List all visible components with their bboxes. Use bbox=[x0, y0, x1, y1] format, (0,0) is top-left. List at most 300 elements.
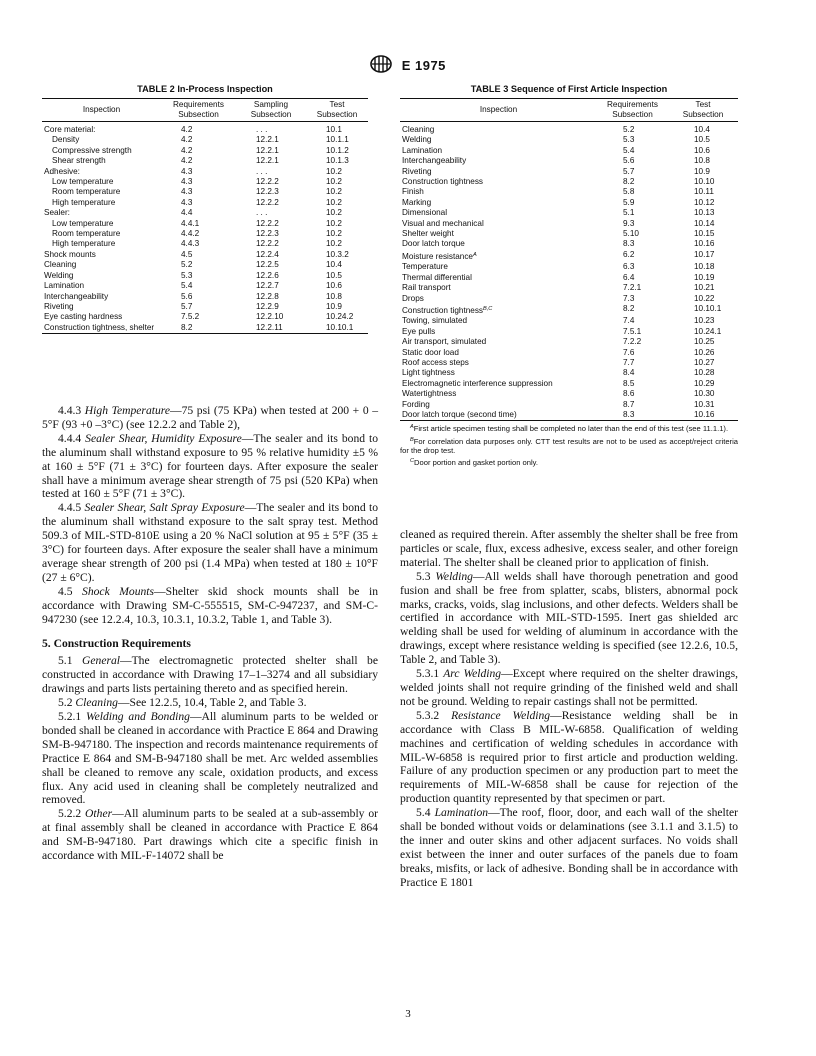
table-cell bbox=[400, 379, 597, 389]
table-cell: 10.22 bbox=[694, 293, 715, 303]
astm-logo-icon bbox=[370, 55, 392, 76]
table-cell: 5.3 bbox=[181, 270, 193, 280]
inspection-name: Lamination bbox=[402, 145, 443, 155]
table-cell: 5.7 bbox=[181, 301, 193, 311]
table-cell: 10.30 bbox=[694, 389, 715, 399]
table-cell: 5.4 bbox=[623, 145, 635, 155]
table-cell: Construction tightness, shelter bbox=[44, 322, 155, 332]
table-cell: 5.6 bbox=[181, 291, 193, 301]
table-cell: 10.21 bbox=[694, 283, 715, 293]
table-cell: 10.2 bbox=[326, 229, 342, 239]
table-cell: 8.5 bbox=[623, 378, 635, 388]
table-cell: Adhesive: bbox=[44, 166, 80, 176]
section-title: High Temperature bbox=[84, 404, 170, 417]
table-row bbox=[400, 187, 738, 197]
table-3-body bbox=[400, 122, 738, 421]
inspection-name: Roof access steps bbox=[402, 357, 469, 367]
inspection-name: Air transport, simulated bbox=[402, 337, 487, 347]
table-2 bbox=[42, 84, 368, 334]
inspection-name: Welding bbox=[402, 135, 432, 145]
inspection-name: Towing, simulated bbox=[402, 316, 468, 326]
table-row bbox=[42, 177, 368, 187]
inspection-name: Watertightness bbox=[402, 389, 457, 399]
table-cell: 7.7 bbox=[623, 357, 635, 367]
section-number: 5.1 bbox=[58, 654, 73, 668]
table-cell: 9.3 bbox=[623, 218, 635, 228]
table-row bbox=[400, 262, 738, 272]
table-cell: 7.2.1 bbox=[623, 283, 642, 293]
table-cell bbox=[400, 348, 597, 358]
table-cell: 10.14 bbox=[694, 218, 715, 228]
paragraph-4-4-5 bbox=[42, 501, 378, 584]
paragraph-5-2-2-continued: cleaned as required therein. After assembly the shelter shall be free from particles or scale, flux, excess adhesive, excess sealer, and other foreign material. The shelter shall be cleaned prior to application of finish. bbox=[400, 528, 738, 569]
table-cell: Room temperature bbox=[52, 187, 121, 197]
table-cell: 10.19 bbox=[694, 272, 715, 282]
table-cell: High temperature bbox=[52, 239, 116, 249]
table-row bbox=[400, 167, 738, 177]
table-cell: 10.25 bbox=[694, 337, 715, 347]
column-header: Test Subsection bbox=[668, 99, 738, 122]
table-cell: 4.4.1 bbox=[181, 218, 200, 228]
table-row bbox=[42, 239, 368, 249]
table-cell: 10.1.1 bbox=[326, 135, 349, 145]
table-cell: 12.2.3 bbox=[256, 187, 279, 197]
section-title: Cleaning bbox=[75, 696, 118, 710]
footnote-mark: B bbox=[410, 436, 414, 443]
table-cell: 10.26 bbox=[694, 347, 715, 357]
inspection-name: Eye pulls bbox=[402, 326, 436, 336]
table-cell: 10.1.3 bbox=[326, 156, 349, 166]
table-cell: 5.2 bbox=[181, 260, 193, 270]
inspection-name: Drops bbox=[402, 293, 424, 303]
table-cell: 12.2.2 bbox=[256, 197, 279, 207]
table-cell: 7.2.2 bbox=[623, 337, 642, 347]
table-3 bbox=[400, 84, 738, 468]
table-cell: 10.12 bbox=[694, 197, 715, 207]
table-cell: 12.2.7 bbox=[256, 281, 279, 291]
section-text: —Resistance welding shall be in accordance with Class B MIL-W-6858. Qualification of welding machines and certification of welding schedules in accordance with MIL-W-6858 is required prior to first article and production welding. Failure of any production specimen or any production part to meet the requirements of MIL-W-6858 shall be cause for rejection of the production quantity represented by that specimen or part. bbox=[400, 708, 738, 806]
table-cell: 10.2 bbox=[326, 166, 342, 176]
section-number: 5.3 bbox=[416, 569, 431, 583]
table-cell bbox=[400, 219, 597, 229]
table-cell: 8.2 bbox=[181, 322, 193, 332]
table-cell: Room temperature bbox=[52, 229, 121, 239]
table-cell: 10.17 bbox=[694, 249, 715, 259]
table-cell: 12.2.2 bbox=[256, 177, 279, 187]
table-cell: Low temperature bbox=[52, 177, 114, 187]
table-cell: 10.4 bbox=[694, 125, 710, 134]
table-cell: 5.3 bbox=[623, 135, 635, 145]
table-cell bbox=[400, 358, 597, 368]
table-cell: 7.6 bbox=[623, 347, 635, 357]
section-text: —The sealer and its bond to the aluminum shall withstand exposure to 95 % relative humidity ±5 % at 160 ± 5°F (71 ± 3°C) for fourteen days. After exposure the sealer shall have a minimum average shear strength of 75 psi (520 KPa) when tested at 160 ± 5°F (71 ± 3°C). bbox=[42, 431, 378, 501]
table-row bbox=[400, 294, 738, 304]
table-cell: 4.3 bbox=[181, 177, 193, 187]
table-cell: 4.3 bbox=[181, 187, 193, 197]
table-cell: 12.2.2 bbox=[256, 218, 279, 228]
paragraph-5-4 bbox=[400, 806, 738, 889]
table-cell: 10.16 bbox=[694, 409, 715, 419]
table-cell: 10.3.2 bbox=[326, 249, 349, 259]
table-cell: 8.7 bbox=[623, 399, 635, 409]
table-cell: 10.24.1 bbox=[694, 326, 722, 336]
table-cell: 8.3 bbox=[623, 409, 635, 419]
table-row bbox=[42, 302, 368, 312]
table-cell: 10.1 bbox=[326, 125, 342, 134]
table-cell: 10.18 bbox=[694, 262, 715, 272]
section-text: —75 psi (75 KPa) when tested at 200 + 0 – 5°F (93 +0 –3°C) (see 12.2.2 and Table 2), bbox=[42, 404, 379, 431]
table-cell: 10.9 bbox=[326, 301, 342, 311]
footnote-text: First article specimen testing shall be completed no later than the end of this test (see 11.1.1). bbox=[413, 424, 729, 434]
table-cell: 10.8 bbox=[694, 156, 710, 166]
table-cell: 4.3 bbox=[181, 166, 193, 176]
table-cell: 10.16 bbox=[694, 239, 715, 249]
inspection-name: Dimensional bbox=[402, 208, 448, 218]
section-text: —Except where required on the shelter drawings, welded joints shall not require grinding of the finished weld and shall not be ground. Welding to repair castings shall not be permitted. bbox=[400, 667, 738, 708]
table-row bbox=[42, 122, 368, 136]
section-text: —See 12.2.5, 10.4, Table 2, and Table 3. bbox=[117, 696, 307, 710]
table-row bbox=[400, 283, 738, 293]
table-cell: Density bbox=[52, 135, 80, 145]
table-cell bbox=[400, 156, 597, 166]
table-cell: 4.5 bbox=[181, 249, 193, 259]
inspection-name: Static door load bbox=[402, 347, 459, 357]
table-cell: 10.27 bbox=[694, 357, 715, 367]
footnote-mark: A bbox=[410, 424, 414, 431]
table-cell bbox=[400, 187, 597, 197]
table-cell bbox=[400, 273, 597, 283]
table-cell: 7.5.1 bbox=[623, 326, 642, 336]
table-row bbox=[42, 146, 368, 156]
table-cell: Welding bbox=[44, 270, 74, 280]
paragraph-5-2-1 bbox=[42, 710, 378, 807]
section-title: Shock Mounts bbox=[82, 584, 155, 598]
table-3-grid bbox=[400, 98, 738, 421]
table-cell: 12.2.2 bbox=[256, 239, 279, 249]
table-cell: 12.2.1 bbox=[256, 156, 279, 166]
table-row bbox=[42, 198, 368, 208]
inspection-name: Marking bbox=[402, 197, 432, 207]
table-cell bbox=[400, 400, 597, 410]
right-text-column bbox=[400, 528, 738, 890]
table-cell: Low temperature bbox=[52, 218, 114, 228]
table-row bbox=[42, 135, 368, 145]
table-cell: Interchangeability bbox=[44, 291, 109, 301]
section-text: —The roof, floor, door, and each wall of the shelter shall be bonded without voids or delaminations (see 3.1.1 and 3.1.5) to the inner and outer skins and other adjacent surfaces. No voids shall exist between the inner and outer surfaces of the panels due to foam breaks, misfits, or lack of adhesive. Bonding shall be in accordance with Practice E 1801 bbox=[400, 806, 738, 889]
footnote-mark: C bbox=[410, 458, 415, 465]
table-cell: 10.10.1 bbox=[326, 322, 354, 332]
section-title: Resistance Welding bbox=[451, 708, 551, 722]
table-cell bbox=[400, 294, 597, 304]
table-cell: 8.6 bbox=[623, 389, 635, 399]
table-footnote bbox=[400, 436, 738, 456]
table-cell: 10.29 bbox=[694, 378, 715, 388]
table-cell: 4.2 bbox=[181, 145, 193, 155]
table-cell: Shear strength bbox=[52, 156, 106, 166]
table-row bbox=[400, 304, 738, 316]
section-title: Lamination bbox=[434, 806, 489, 820]
table-cell bbox=[400, 327, 597, 337]
table-cell: 10.2 bbox=[326, 239, 342, 249]
table-row bbox=[400, 327, 738, 337]
table-row bbox=[400, 122, 738, 136]
table-row bbox=[42, 281, 368, 291]
section-number: 5.2.2 bbox=[58, 807, 82, 821]
table-row bbox=[42, 250, 368, 260]
table-cell: 4.3 bbox=[181, 197, 193, 207]
table-cell: 6.4 bbox=[623, 272, 635, 282]
table-cell: High temperature bbox=[52, 197, 116, 207]
inspection-name: Door latch torque (second time) bbox=[402, 409, 517, 419]
paragraph-5-3 bbox=[400, 570, 738, 667]
table-row bbox=[42, 292, 368, 302]
table-cell: 8.3 bbox=[623, 239, 635, 249]
table-cell: 10.15 bbox=[694, 229, 715, 239]
table-cell: 7.5.2 bbox=[181, 312, 200, 322]
table-row bbox=[400, 368, 738, 378]
paragraph-4-5 bbox=[42, 585, 378, 627]
table-row bbox=[42, 323, 368, 334]
table-cell bbox=[400, 122, 597, 136]
table-cell: 10.10 bbox=[694, 177, 715, 187]
table-row bbox=[400, 198, 738, 208]
table-cell: 5.1 bbox=[623, 208, 635, 218]
table-cell: 7.3 bbox=[623, 293, 635, 303]
table-cell: 10.28 bbox=[694, 368, 715, 378]
section-title: Sealer Shear, Humidity Exposure bbox=[85, 431, 242, 445]
table-footnote bbox=[400, 423, 738, 433]
section-number: 5.3.1 bbox=[416, 667, 440, 681]
section-number: 5.2 bbox=[58, 696, 73, 710]
table-row bbox=[400, 337, 738, 347]
table-cell: Riveting bbox=[44, 301, 74, 311]
table-cell bbox=[400, 262, 597, 272]
table-cell bbox=[400, 146, 597, 156]
table-cell: 10.8 bbox=[326, 291, 342, 301]
section-text: —Shelter skid shock mounts shall be in accordance with Drawing SM-C-555515, SM-C-947237, and SM-C-947230 (see 12.2.4, 10.3, 10.3.1, 10.3.2, Table 1, and Table 3). bbox=[42, 584, 378, 626]
table-row bbox=[42, 187, 368, 197]
table-cell: Cleaning bbox=[44, 260, 77, 270]
column-header: Requirements Subsection bbox=[597, 99, 668, 122]
table-2-title: TABLE 2 In-Process Inspection bbox=[137, 84, 273, 94]
table-cell bbox=[400, 250, 597, 262]
inspection-name: Light tightness bbox=[402, 368, 455, 378]
section-title: Welding and Bonding bbox=[86, 710, 190, 724]
table-row bbox=[400, 208, 738, 218]
footnote-mark: B,C bbox=[483, 305, 493, 312]
table-cell: 10.4 bbox=[326, 260, 342, 270]
table-row bbox=[400, 177, 738, 187]
table-row bbox=[42, 219, 368, 229]
inspection-name: Fording bbox=[402, 399, 430, 409]
document-code: E 1975 bbox=[401, 58, 446, 73]
table-row bbox=[400, 379, 738, 389]
table-cell: 4.4.3 bbox=[181, 239, 200, 249]
left-text-column bbox=[42, 404, 378, 863]
table-row bbox=[42, 208, 368, 218]
table-cell bbox=[400, 177, 597, 187]
table-row bbox=[400, 156, 738, 166]
table-cell bbox=[400, 368, 597, 378]
table-cell bbox=[400, 410, 597, 421]
table-cell: 10.2 bbox=[326, 208, 342, 218]
column-header: Inspection bbox=[42, 99, 161, 122]
column-header: Test Subsection bbox=[306, 99, 368, 122]
table-cell: 5.8 bbox=[623, 187, 635, 197]
table-cell: 10.2 bbox=[326, 187, 342, 197]
table-cell: 8.2 bbox=[623, 303, 635, 313]
inspection-name: Electromagnetic interference suppression bbox=[402, 378, 553, 388]
table-cell: 12.2.1 bbox=[256, 135, 279, 145]
column-header: Inspection bbox=[400, 99, 597, 122]
inspection-name: Riveting bbox=[402, 166, 432, 176]
section-title: Welding bbox=[435, 569, 473, 583]
paragraph-4-4-4 bbox=[42, 432, 378, 502]
inspection-name: Shelter weight bbox=[402, 229, 454, 239]
inspection-name: Visual and mechanical bbox=[402, 218, 484, 228]
page-header bbox=[0, 55, 816, 76]
table-cell: 10.1.2 bbox=[326, 145, 349, 155]
table-row bbox=[42, 271, 368, 281]
table-cell: 10.23 bbox=[694, 316, 715, 326]
table-cell bbox=[400, 229, 597, 239]
table-cell: Sealer: bbox=[44, 208, 70, 218]
table-3-title: TABLE 3 Sequence of First Article Inspection bbox=[470, 84, 668, 94]
paragraph-5-1 bbox=[42, 654, 378, 696]
table-cell: 10.2 bbox=[326, 177, 342, 187]
inspection-name: Thermal differential bbox=[402, 272, 472, 282]
table-cell: 12.2.5 bbox=[256, 260, 279, 270]
section-number: 4.4.4 bbox=[58, 431, 82, 445]
inspection-name: Construction tightness bbox=[402, 305, 484, 315]
inspection-name: Door latch torque bbox=[402, 239, 465, 249]
table-row bbox=[400, 219, 738, 229]
table-cell: 10.13 bbox=[694, 208, 715, 218]
table-cell: 10.2 bbox=[326, 197, 342, 207]
table-2-grid bbox=[42, 98, 368, 334]
table-cell: 10.6 bbox=[694, 145, 710, 155]
table-cell: 12.2.11 bbox=[256, 322, 283, 332]
table-row bbox=[400, 316, 738, 326]
table-cell: 12.2.4 bbox=[256, 249, 279, 259]
section-title: Sealer Shear, Salt Spray Exposure bbox=[84, 501, 245, 515]
inspection-name: Construction tightness bbox=[402, 177, 484, 187]
table-row bbox=[42, 312, 368, 322]
section-number: 5.2.1 bbox=[58, 710, 82, 724]
table-row bbox=[42, 167, 368, 177]
section-text: —All aluminum parts to be sealed at a sub-assembly or at final assembly shall be cleaned in accordance with Practice E 864 and SM-B-947180. Part drawings which cite a specific finish in accordance with MIL-F-14072 shall be bbox=[42, 807, 378, 863]
table-cell: 10.24.2 bbox=[326, 312, 354, 322]
table-row bbox=[400, 400, 738, 410]
table-cell: 5.10 bbox=[623, 229, 639, 239]
table-cell: 10.6 bbox=[326, 281, 342, 291]
table-row bbox=[42, 156, 368, 166]
footnote-text: For correlation data purposes only. CTT test results are not to be used as accept/reject criteria for the drop test. bbox=[400, 436, 738, 455]
table-row bbox=[400, 358, 738, 368]
inspection-name: Moisture resistance bbox=[402, 251, 473, 261]
table-cell: 5.6 bbox=[623, 156, 635, 166]
table-cell bbox=[400, 337, 597, 347]
table-3-footnotes bbox=[400, 423, 738, 467]
footnote-text: Door portion and gasket portion only. bbox=[414, 458, 539, 468]
table-cell: 10.11 bbox=[694, 187, 714, 197]
paragraph-5-2-2 bbox=[42, 807, 378, 863]
table-row bbox=[400, 273, 738, 283]
inspection-name: Rail transport bbox=[402, 283, 451, 293]
table-cell bbox=[400, 208, 597, 218]
paragraph-5-2 bbox=[42, 696, 378, 710]
section-text: —All aluminum parts to be welded or bonded shall be cleaned in accordance with Practice E 864 and Drawing SM-B-947180. The inspection and records maintenance requirements of Practice E 864 and SM-B-947180 shall be met. Arc welded assemblies shall be cleaned to remove any scale, oxidation products, and excess flux. Any acid used in cleaning shall be completely neutralized and removed. bbox=[42, 710, 379, 807]
table-footnote bbox=[400, 457, 738, 467]
table-cell: Compressive strength bbox=[52, 145, 132, 155]
section-text: —The electromagnetic protected shelter shall be constructed in accordance with Drawing 17–1–3274 and all subsidiary drawings and parts lists pertaining thereto and as specified herein. bbox=[42, 654, 378, 696]
table-cell bbox=[400, 389, 597, 399]
table-cell: 12.2.1 bbox=[256, 145, 279, 155]
table-cell: Shock mounts bbox=[44, 249, 96, 259]
section-text: —The sealer and its bond to the aluminum shall withstand exposure to the salt spray test. Method 509.3 of MIL-STD-810E using a 20 % NaCl solution at 95 ± 5°F (35 ± 3°C) for fourteen days. After exposure the sealer shall have a minimum average shear strength of 200 psi (1.4 MPa) when tested at 180 ± 10°F (27 ± 6°C). bbox=[42, 501, 378, 584]
table-cell: 10.5 bbox=[326, 270, 342, 280]
inspection-name: Cleaning bbox=[402, 125, 435, 134]
table-cell: Lamination bbox=[44, 281, 85, 291]
table-row bbox=[400, 250, 738, 262]
table-cell: 10.10.1 bbox=[694, 303, 722, 313]
table-cell: 12.2.3 bbox=[256, 229, 279, 239]
table-row bbox=[42, 260, 368, 270]
table-cell: 12.2.9 bbox=[256, 301, 279, 311]
table-cell: 4.4.2 bbox=[181, 229, 200, 239]
table-row bbox=[400, 229, 738, 239]
paragraph-4-4-3 bbox=[42, 404, 378, 432]
table-row bbox=[42, 229, 368, 239]
table-cell: 4.2 bbox=[181, 125, 193, 134]
section-title: General bbox=[82, 654, 120, 668]
section-title: Arc Welding bbox=[443, 667, 502, 681]
table-row bbox=[400, 135, 738, 145]
table-cell bbox=[400, 283, 597, 293]
table-cell: Core material: bbox=[44, 125, 96, 134]
table-cell: 12.2.6 bbox=[256, 270, 279, 280]
table-cell: . . . bbox=[256, 125, 268, 134]
table-row bbox=[400, 348, 738, 358]
inspection-name: Interchangeability bbox=[402, 156, 467, 166]
table-cell bbox=[400, 304, 597, 316]
page-number: 3 bbox=[405, 1008, 411, 1020]
table-cell: 4.2 bbox=[181, 135, 193, 145]
paragraph-5-3-1 bbox=[400, 667, 738, 709]
table-cell: 6.2 bbox=[623, 249, 635, 259]
table-cell: Eye casting hardness bbox=[44, 312, 123, 322]
paragraph-5-3-2 bbox=[400, 709, 738, 806]
section-number: 5.4 bbox=[416, 806, 431, 820]
table-cell: 4.4 bbox=[181, 208, 193, 218]
table-cell: 10.31 bbox=[694, 399, 715, 409]
inspection-name: Temperature bbox=[402, 262, 448, 272]
table-cell bbox=[400, 135, 597, 145]
table-cell: 8.4 bbox=[623, 368, 635, 378]
table-cell bbox=[400, 198, 597, 208]
table-cell: 5.2 bbox=[623, 125, 635, 134]
table-cell: 4.2 bbox=[181, 156, 193, 166]
table-cell: 5.9 bbox=[623, 197, 635, 207]
table-cell: 6.3 bbox=[623, 262, 635, 272]
table-cell: 5.7 bbox=[623, 166, 635, 176]
section-number: 4.4.5 bbox=[58, 501, 82, 515]
table-cell bbox=[400, 239, 597, 249]
table-cell: 10.9 bbox=[694, 166, 710, 176]
table-cell: . . . bbox=[256, 208, 268, 218]
table-cell bbox=[400, 167, 597, 177]
table-cell bbox=[400, 316, 597, 326]
